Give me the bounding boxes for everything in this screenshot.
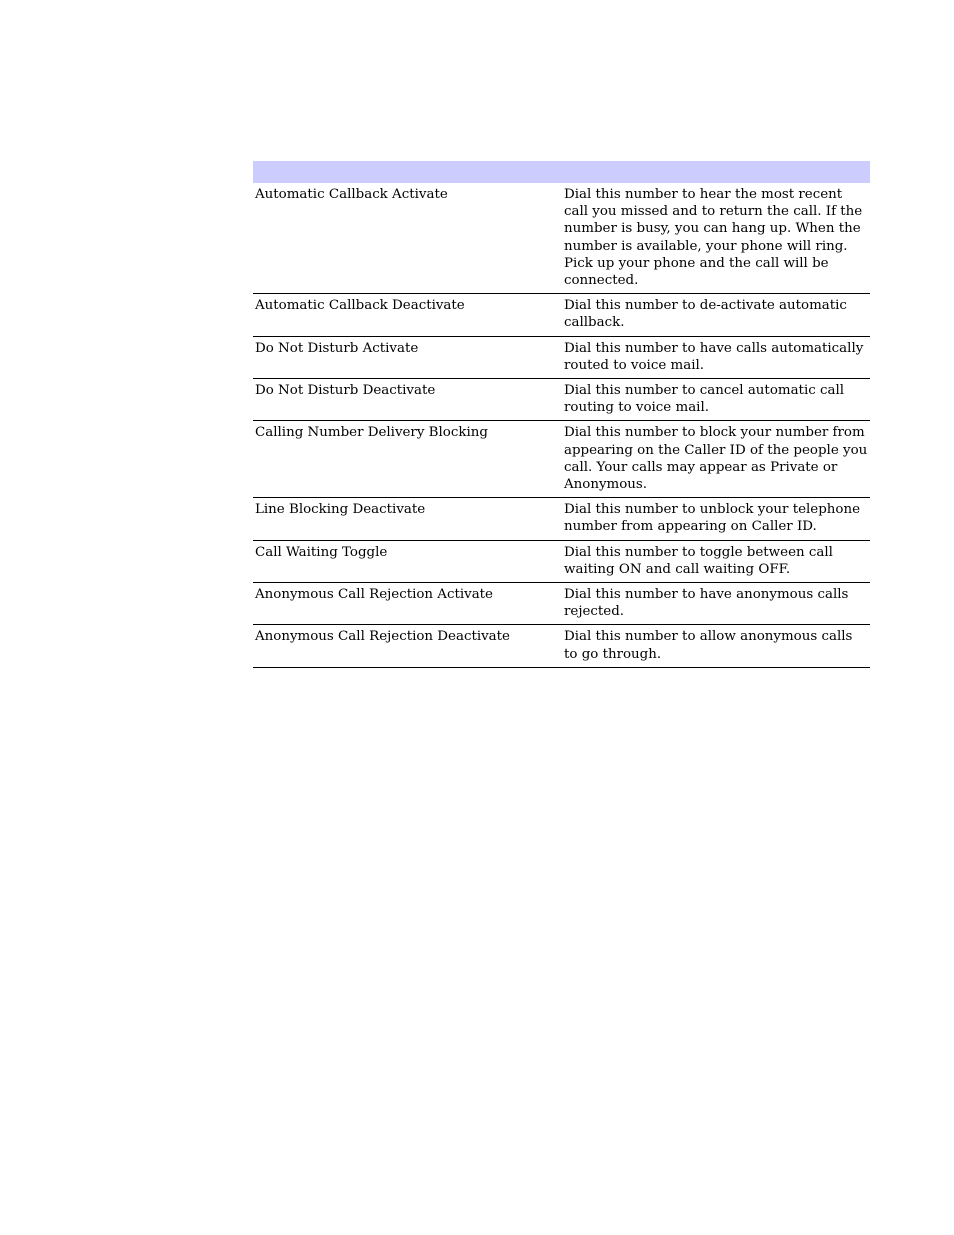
feature-description: Dial this number to unblock your telephone number from appearing on Caller ID. — [562, 498, 870, 540]
feature-name: Anonymous Call Rejection Activate — [253, 583, 562, 625]
feature-name: Anonymous Call Rejection Deactivate — [253, 625, 562, 667]
feature-description: Dial this number to have anonymous calls rejected. — [562, 583, 870, 625]
header-cell-description — [562, 161, 870, 183]
table-row — [253, 336, 870, 378]
calling-features-table — [253, 161, 870, 668]
feature-name: Automatic Callback Deactivate — [253, 294, 562, 336]
table-row — [253, 625, 870, 667]
feature-description: Dial this number to hear the most recent call you missed and to return the call. If the number is busy, you can hang up. When the number is available, your phone will ring. Pick up your phone and the call will be connected. — [562, 183, 870, 294]
table-header-row — [253, 161, 870, 183]
table-row — [253, 583, 870, 625]
feature-description: Dial this number to de-activate automatic callback. — [562, 294, 870, 336]
feature-description: Dial this number to block your number from appearing on the Caller ID of the people you call. Your calls may appear as Private or Anonymous. — [562, 421, 870, 498]
table-row — [253, 379, 870, 421]
table-row — [253, 294, 870, 336]
feature-description: Dial this number to have calls automatically routed to voice mail. — [562, 336, 870, 378]
table-row — [253, 540, 870, 582]
feature-description: Dial this number to allow anonymous calls to go through. — [562, 625, 870, 667]
feature-description: Dial this number to cancel automatic call routing to voice mail. — [562, 379, 870, 421]
feature-name: Line Blocking Deactivate — [253, 498, 562, 540]
feature-name: Do Not Disturb Deactivate — [253, 379, 562, 421]
feature-name: Automatic Callback Activate — [253, 183, 562, 294]
header-cell-feature — [253, 161, 562, 183]
table-row — [253, 421, 870, 498]
feature-name: Call Waiting Toggle — [253, 540, 562, 582]
table-row — [253, 498, 870, 540]
table-row — [253, 183, 870, 294]
feature-name: Do Not Disturb Activate — [253, 336, 562, 378]
feature-name: Calling Number Delivery Blocking — [253, 421, 562, 498]
feature-description: Dial this number to toggle between call waiting ON and call waiting OFF. — [562, 540, 870, 582]
